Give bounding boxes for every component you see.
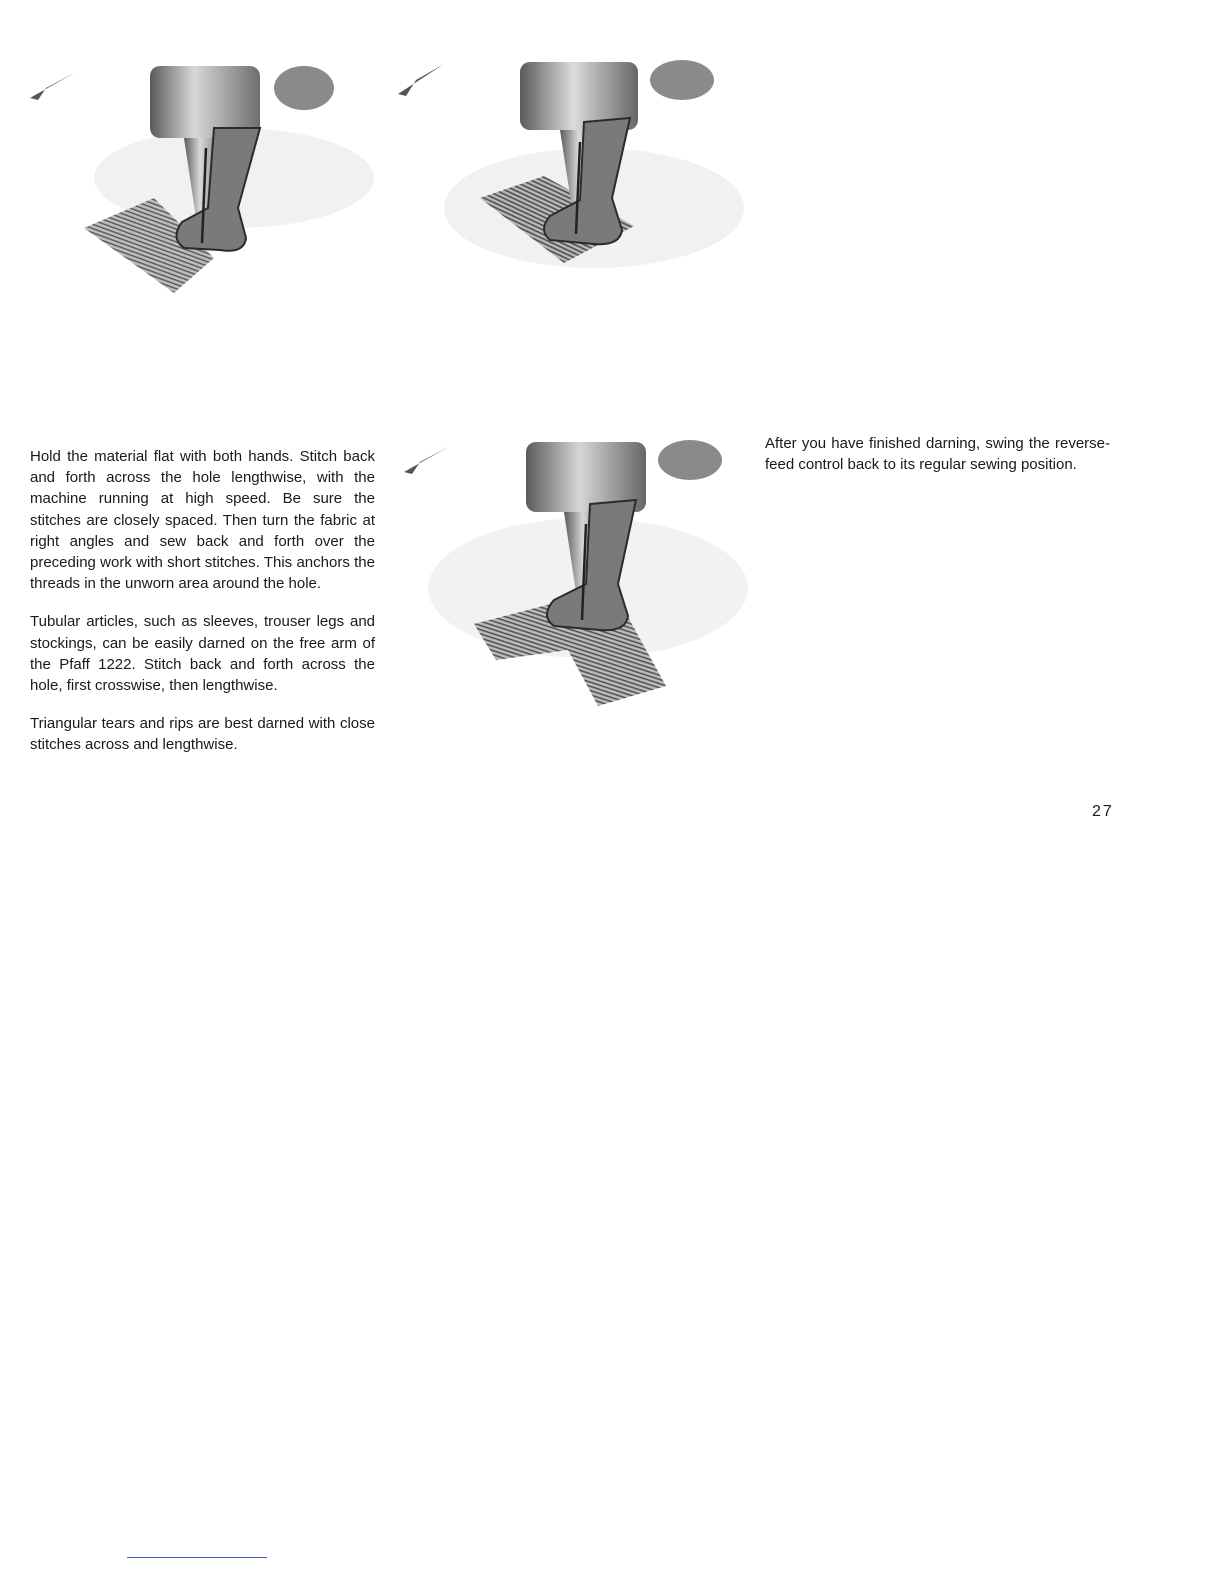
paragraph-triangular-tears: Triangular tears and rips are best darned with close stitches across and lengthwise.: [30, 715, 375, 754]
darning-foot-figure-3: [398, 438, 754, 800]
machine-knob: [658, 440, 722, 480]
paragraph-tubular-articles: Tubular articles, such as sleeves, trouser legs and stockings, can be easily darned on the free arm of the Pfaff 1222. Stitch back and forth across the hole, first crosswise, then lengthwise.: [30, 613, 375, 695]
darning-illustration-2: [394, 58, 750, 408]
machine-knob: [650, 60, 714, 100]
darning-foot-figure-2: [394, 58, 750, 408]
arrow-icon: [30, 72, 76, 100]
page-number: 27: [1092, 803, 1114, 820]
darning-foot-figure-1: [24, 58, 374, 308]
footer-rule: [127, 1557, 267, 1558]
paragraph-after-darning: After you have finished darning, swing the reverse-feed control back to its regular sewing position.: [765, 435, 1110, 474]
left-text-column: [30, 446, 375, 773]
machine-knob: [274, 66, 334, 110]
right-text-column: [765, 433, 1110, 492]
arrow-icon: [398, 64, 444, 96]
arrow-icon: [404, 446, 450, 474]
darning-illustration-3: [398, 438, 754, 800]
paragraph-hold-material: Hold the material flat with both hands. Stitch back and forth across the hole lengthwise, with the machine running at high speed. Be sure the stitches are closely spaced. Then turn the fabric at right angles and sew back and forth over the preceding work with short stitches. This anchors the threads in the unworn area around the hole.: [30, 448, 375, 593]
darning-illustration-1: [24, 58, 374, 308]
